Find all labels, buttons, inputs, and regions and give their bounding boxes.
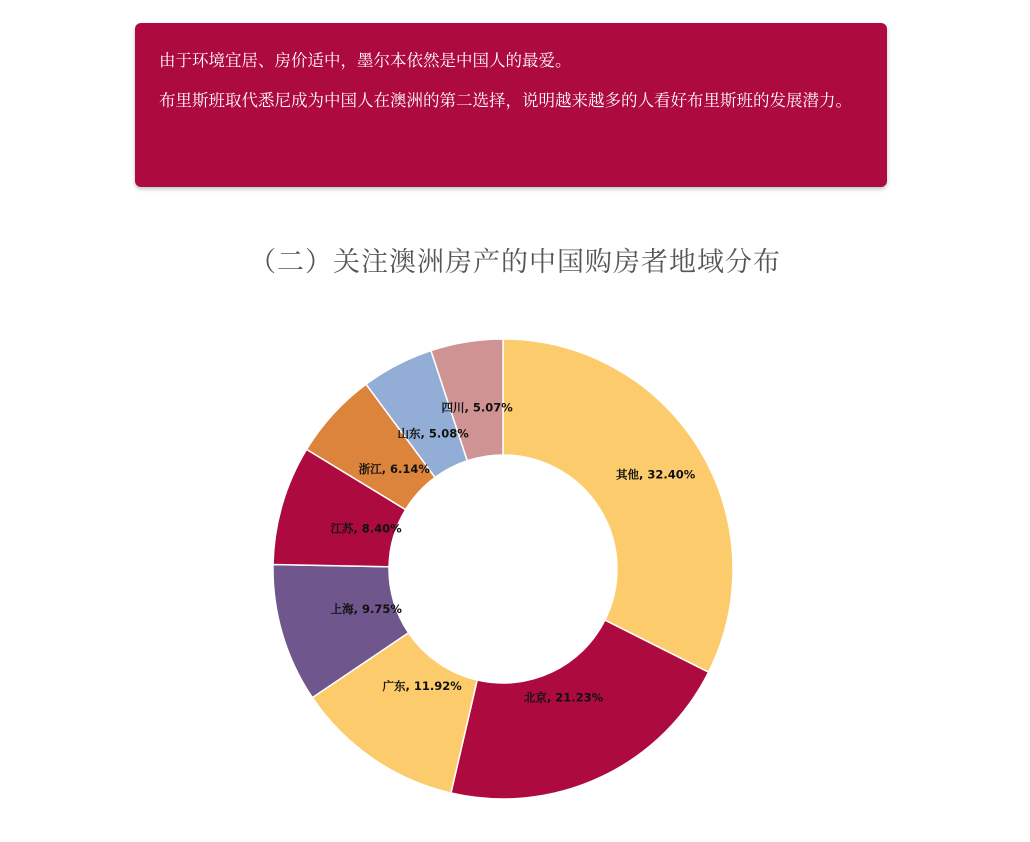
slice-label-8: 四川, 5.07% [441, 400, 513, 415]
slice-label-1: 其他, 32.40% [616, 467, 696, 482]
slice-label-3: 广东, 11.92% [382, 678, 462, 693]
slice-label-5: 江苏, 8.40% [330, 521, 402, 536]
section-title: （二）关注澳洲房产的中国购房者地域分布 [249, 247, 781, 278]
slice-1 [503, 339, 733, 672]
slice-label-6: 浙江, 6.14% [358, 462, 430, 477]
slice-label-7: 山东, 5.08% [397, 426, 469, 441]
slice-label-4: 上海, 9.75% [330, 601, 402, 616]
slice-label-2: 北京, 21.23% [523, 690, 604, 705]
intro-line-2: 布里斯班取代悉尼成为中国人在澳洲的第二选择，说明越来越多的人看好布里斯班的发展潜力。 [159, 91, 852, 110]
intro-line-1: 由于环境宜居、房价适中，墨尔本依然是中国人的最爱。 [159, 51, 572, 70]
